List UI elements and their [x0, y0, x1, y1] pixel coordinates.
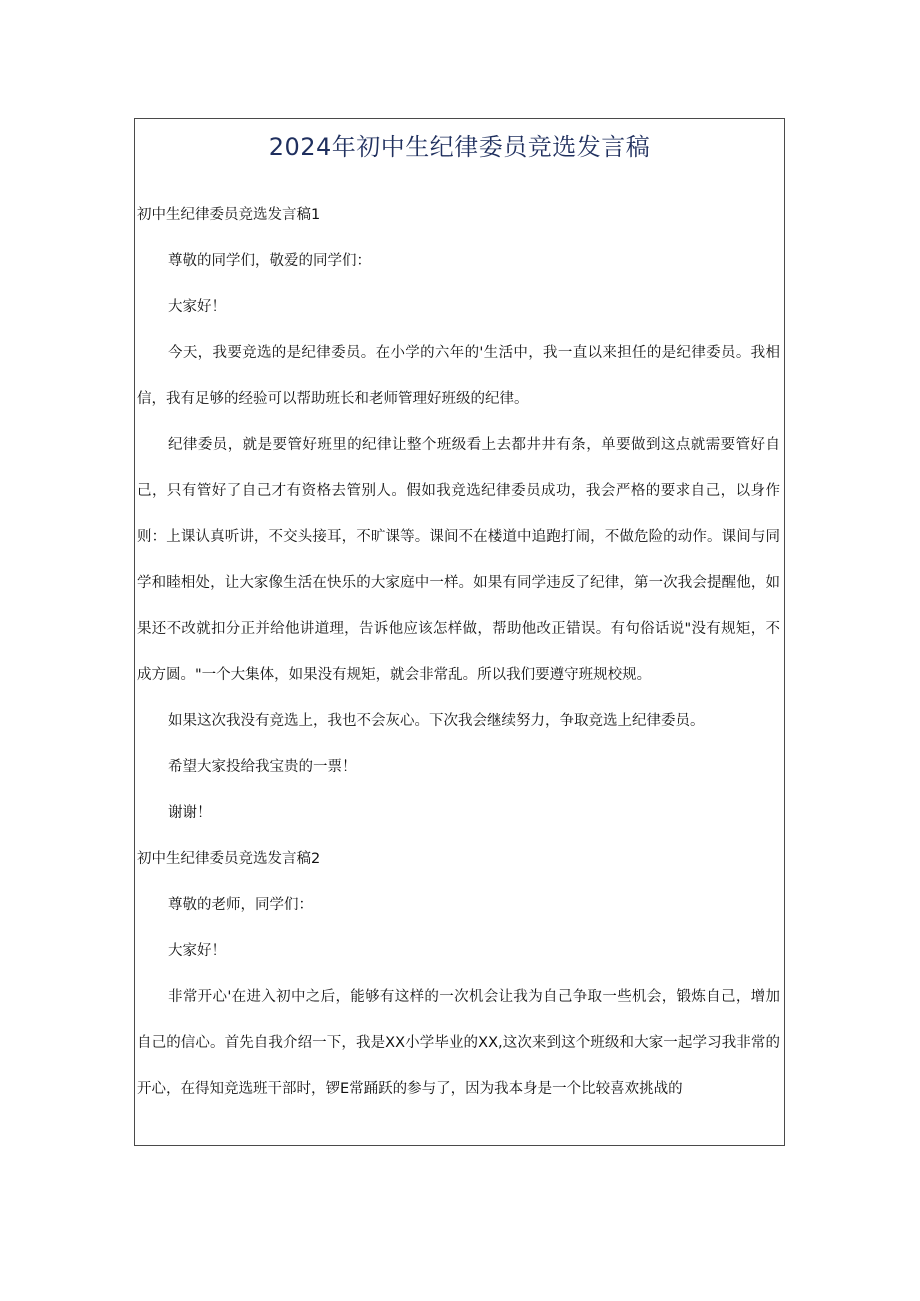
- speech1-paragraph-2: 纪律委员，就是要管好班里的纪律让整个班级看上去都井井有条，单要做到这点就需要管好自己，只有管好了自己才有资格去管别人。假如我竞选纪律委员成功，我会严格的要求自己，以身作则：上课认真听讲，不交头接耳，不旷课等。课间不在楼道中追跑打闹，不做危险的动作。课间与同学和睦相处，让大家像生活在快乐的大家庭中一样。如果有同学违反了纪律，第一次我会提醒他，如果还不改就扣分正并给他讲道理，告诉他应该怎样做，帮助他改正错误。有句俗话说"没有规矩，不成方圆。"一个大集体，如果没有规矩，就会非常乱。所以我们要遵守班规校规。: [137, 437, 780, 683]
- speech1-greeting: 大家好！: [168, 299, 226, 315]
- speech1-thanks: 谢谢！: [168, 805, 212, 821]
- speech1-paragraph-3: 如果这次我没有竞选上，我也不会灰心。下次我会继续努力，争取竞选上纪律委员。: [168, 713, 705, 729]
- speech1-paragraph-4: 希望大家投给我宝贵的一票！: [168, 759, 357, 775]
- speech2-greeting: 大家好！: [168, 943, 226, 959]
- speech1-heading: 初中生纪律委员竞选发言稿1: [137, 207, 321, 223]
- document-frame: [134, 118, 785, 1146]
- document-body: [137, 192, 780, 1112]
- speech2-salutation: 尊敬的老师，同学们：: [168, 897, 313, 913]
- speech1-paragraph-1: 今天，我要竞选的是纪律委员。在小学的六年的'生活中，我一直以来担任的是纪律委员。我相信，我有足够的经验可以帮助班长和老师管理好班级的纪律。: [137, 345, 780, 407]
- speech2-heading: 初中生纪律委员竞选发言稿2: [137, 851, 321, 867]
- speech1-salutation: 尊敬的同学们，敬爱的同学们：: [168, 253, 371, 269]
- document-title: 2024年初中生纪律委员竞选发言稿: [268, 133, 651, 161]
- speech2-paragraph-1: 非常开心'在进入初中之后，能够有这样的一次机会让我为自己争取一些机会，锻炼自己，增加自己的信心。首先自我介绍一下，我是XX小学毕业的XX,这次来到这个班级和大家一起学习我非常的开心，在得知竞选班干部时，锣E常踊跃的参与了，因为我本身是一个比较喜欢挑战的: [137, 989, 780, 1097]
